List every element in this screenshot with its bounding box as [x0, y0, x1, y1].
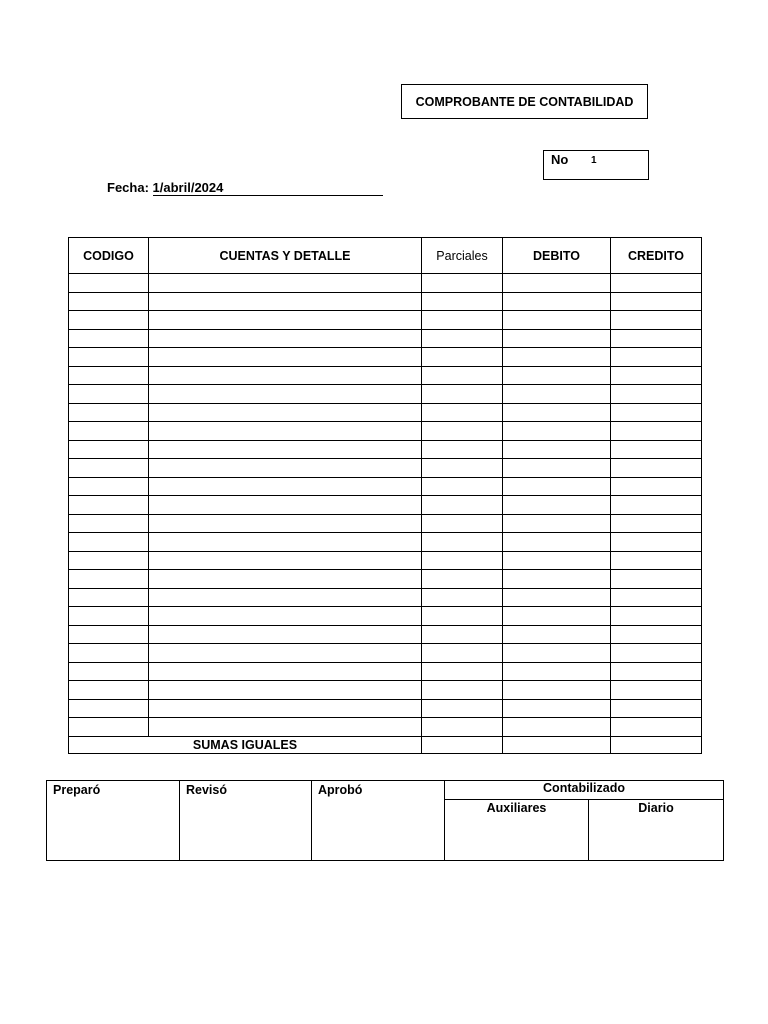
- signature-table: [46, 780, 724, 861]
- ledger-table: [68, 237, 702, 754]
- codigo-cell[interactable]: [69, 311, 149, 330]
- totals-label: SUMAS IGUALES: [69, 736, 422, 753]
- parciales-cell[interactable]: [422, 274, 503, 293]
- parciales-cell[interactable]: [422, 699, 503, 718]
- parciales-cell[interactable]: [422, 348, 503, 367]
- credito-cell[interactable]: [611, 514, 702, 533]
- debito-cell[interactable]: [503, 422, 611, 441]
- ledger-row: [69, 274, 702, 293]
- ledger-row: [69, 459, 702, 478]
- debito-cell[interactable]: [503, 366, 611, 385]
- cuentas-cell[interactable]: [149, 366, 422, 385]
- debito-cell[interactable]: [503, 514, 611, 533]
- credito-cell[interactable]: [611, 477, 702, 496]
- codigo-cell[interactable]: [69, 348, 149, 367]
- cuentas-cell[interactable]: [149, 477, 422, 496]
- codigo-cell[interactable]: [69, 422, 149, 441]
- debito-cell[interactable]: [503, 477, 611, 496]
- parciales-cell[interactable]: [422, 292, 503, 311]
- cuentas-cell[interactable]: [149, 681, 422, 700]
- ledger-row: [69, 514, 702, 533]
- cuentas-cell[interactable]: [149, 422, 422, 441]
- debito-cell[interactable]: [503, 699, 611, 718]
- cuentas-cell[interactable]: [149, 699, 422, 718]
- credito-cell[interactable]: [611, 551, 702, 570]
- codigo-cell[interactable]: [69, 607, 149, 626]
- codigo-cell[interactable]: [69, 625, 149, 644]
- debito-cell[interactable]: [503, 588, 611, 607]
- credito-cell[interactable]: [611, 329, 702, 348]
- credito-cell[interactable]: [611, 440, 702, 459]
- approved-by-label: Aprobó: [318, 783, 363, 797]
- parciales-cell[interactable]: [422, 533, 503, 552]
- credito-cell[interactable]: [611, 607, 702, 626]
- parciales-cell[interactable]: [422, 681, 503, 700]
- debito-cell[interactable]: [503, 292, 611, 311]
- cuentas-cell[interactable]: [149, 348, 422, 367]
- totals-credito-cell[interactable]: [611, 736, 702, 753]
- debito-cell[interactable]: [503, 551, 611, 570]
- parciales-cell[interactable]: [422, 440, 503, 459]
- journal-label: Diario: [638, 801, 674, 815]
- parciales-cell[interactable]: [422, 570, 503, 589]
- voucher-number-box: [543, 150, 649, 180]
- parciales-cell[interactable]: [422, 551, 503, 570]
- debito-cell[interactable]: [503, 681, 611, 700]
- cuentas-cell[interactable]: [149, 274, 422, 293]
- auxiliary-label: Auxiliares: [486, 801, 547, 815]
- credito-cell[interactable]: [611, 496, 702, 515]
- ledger-row: [69, 496, 702, 515]
- parciales-cell[interactable]: [422, 403, 503, 422]
- posted-header: Contabilizado: [445, 781, 724, 800]
- debito-cell[interactable]: [503, 385, 611, 404]
- prepared-by-label: Preparó: [53, 783, 101, 797]
- codigo-cell[interactable]: [69, 718, 149, 737]
- ledger-row: [69, 440, 702, 459]
- codigo-cell[interactable]: [69, 699, 149, 718]
- cuentas-cell[interactable]: [149, 329, 422, 348]
- debito-cell[interactable]: [503, 348, 611, 367]
- credito-cell[interactable]: [611, 570, 702, 589]
- cuentas-cell[interactable]: [149, 625, 422, 644]
- credito-cell[interactable]: [611, 403, 702, 422]
- debito-cell[interactable]: [503, 311, 611, 330]
- document-title: [401, 84, 648, 119]
- totals-debito-cell[interactable]: [503, 736, 611, 753]
- debito-cell[interactable]: [503, 625, 611, 644]
- ledger-row: [69, 366, 702, 385]
- ledger-row: [69, 533, 702, 552]
- reviewed-by-cell[interactable]: [180, 781, 312, 861]
- approved-by-cell[interactable]: [312, 781, 445, 861]
- credito-cell[interactable]: [611, 533, 702, 552]
- cuentas-cell[interactable]: [149, 311, 422, 330]
- codigo-cell[interactable]: [69, 385, 149, 404]
- debito-cell[interactable]: [503, 644, 611, 663]
- credito-cell[interactable]: [611, 625, 702, 644]
- ledger-row: [69, 699, 702, 718]
- date-line: [107, 180, 383, 196]
- parciales-cell[interactable]: [422, 644, 503, 663]
- codigo-cell[interactable]: [69, 570, 149, 589]
- ledger-row: [69, 422, 702, 441]
- date-label: Fecha:: [107, 180, 149, 195]
- cuentas-cell[interactable]: [149, 459, 422, 478]
- parciales-cell[interactable]: [422, 459, 503, 478]
- ledger-row: [69, 570, 702, 589]
- parciales-cell[interactable]: [422, 385, 503, 404]
- debito-cell[interactable]: [503, 607, 611, 626]
- cuentas-cell[interactable]: [149, 644, 422, 663]
- credito-cell[interactable]: [611, 292, 702, 311]
- column-header-parciales: Parciales: [422, 238, 503, 274]
- cuentas-cell[interactable]: [149, 588, 422, 607]
- ledger-row: [69, 662, 702, 681]
- voucher-number-label: No: [551, 152, 569, 167]
- ledger-row: [69, 348, 702, 367]
- credito-cell[interactable]: [611, 699, 702, 718]
- cuentas-cell[interactable]: [149, 292, 422, 311]
- parciales-cell[interactable]: [422, 662, 503, 681]
- codigo-cell[interactable]: [69, 403, 149, 422]
- credito-cell[interactable]: [611, 662, 702, 681]
- codigo-cell[interactable]: [69, 459, 149, 478]
- codigo-cell[interactable]: [69, 533, 149, 552]
- cuentas-cell[interactable]: [149, 403, 422, 422]
- parciales-cell[interactable]: [422, 496, 503, 515]
- parciales-cell[interactable]: [422, 422, 503, 441]
- credito-cell[interactable]: [611, 422, 702, 441]
- ledger-row: [69, 385, 702, 404]
- debito-cell[interactable]: [503, 718, 611, 737]
- credito-cell[interactable]: [611, 311, 702, 330]
- debito-cell[interactable]: [503, 459, 611, 478]
- ledger-row: [69, 329, 702, 348]
- cuentas-cell[interactable]: [149, 496, 422, 515]
- column-header-codigo: CODIGO: [69, 238, 149, 274]
- totals-row: [69, 736, 702, 753]
- ledger-row: [69, 292, 702, 311]
- codigo-cell[interactable]: [69, 644, 149, 663]
- cuentas-cell[interactable]: [149, 718, 422, 737]
- ledger-row: [69, 625, 702, 644]
- debito-cell[interactable]: [503, 440, 611, 459]
- date-value: 1/abril/2024: [153, 181, 383, 196]
- cuentas-cell[interactable]: [149, 570, 422, 589]
- credito-cell[interactable]: [611, 366, 702, 385]
- ledger-row: [69, 644, 702, 663]
- credito-cell[interactable]: [611, 274, 702, 293]
- codigo-cell[interactable]: [69, 514, 149, 533]
- cuentas-cell[interactable]: [149, 533, 422, 552]
- parciales-cell[interactable]: [422, 366, 503, 385]
- ledger-row: [69, 588, 702, 607]
- codigo-cell[interactable]: [69, 477, 149, 496]
- parciales-cell[interactable]: [422, 607, 503, 626]
- codigo-cell[interactable]: [69, 588, 149, 607]
- cuentas-cell[interactable]: [149, 551, 422, 570]
- parciales-cell[interactable]: [422, 477, 503, 496]
- auxiliary-cell[interactable]: [445, 800, 589, 861]
- debito-cell[interactable]: [503, 570, 611, 589]
- cuentas-cell[interactable]: [149, 514, 422, 533]
- cuentas-cell[interactable]: [149, 385, 422, 404]
- cuentas-cell[interactable]: [149, 662, 422, 681]
- codigo-cell[interactable]: [69, 366, 149, 385]
- parciales-cell[interactable]: [422, 718, 503, 737]
- credito-cell[interactable]: [611, 644, 702, 663]
- codigo-cell[interactable]: [69, 440, 149, 459]
- codigo-cell[interactable]: [69, 292, 149, 311]
- column-header-credito: CREDITO: [611, 238, 702, 274]
- column-header-debito: DEBITO: [503, 238, 611, 274]
- reviewed-by-label: Revisó: [186, 783, 227, 797]
- ledger-row: [69, 551, 702, 570]
- parciales-cell[interactable]: [422, 588, 503, 607]
- parciales-cell[interactable]: [422, 625, 503, 644]
- codigo-cell[interactable]: [69, 681, 149, 700]
- debito-cell[interactable]: [503, 533, 611, 552]
- ledger-row: [69, 718, 702, 737]
- parciales-cell[interactable]: [422, 311, 503, 330]
- voucher-number-value: 1: [591, 155, 597, 166]
- credito-cell[interactable]: [611, 385, 702, 404]
- prepared-by-cell[interactable]: [47, 781, 180, 861]
- credito-cell[interactable]: [611, 348, 702, 367]
- credito-cell[interactable]: [611, 459, 702, 478]
- codigo-cell[interactable]: [69, 496, 149, 515]
- debito-cell[interactable]: [503, 274, 611, 293]
- journal-cell[interactable]: [589, 800, 724, 861]
- cuentas-cell[interactable]: [149, 440, 422, 459]
- debito-cell[interactable]: [503, 403, 611, 422]
- debito-cell[interactable]: [503, 662, 611, 681]
- debito-cell[interactable]: [503, 329, 611, 348]
- codigo-cell[interactable]: [69, 551, 149, 570]
- credito-cell[interactable]: [611, 588, 702, 607]
- ledger-row: [69, 477, 702, 496]
- ledger-body: [69, 274, 702, 737]
- parciales-cell[interactable]: [422, 329, 503, 348]
- ledger-row: [69, 607, 702, 626]
- ledger-row: [69, 311, 702, 330]
- ledger-row: [69, 681, 702, 700]
- codigo-cell[interactable]: [69, 662, 149, 681]
- codigo-cell[interactable]: [69, 329, 149, 348]
- ledger-header-row: [69, 238, 702, 274]
- column-header-cuentas: CUENTAS Y DETALLE: [149, 238, 422, 274]
- credito-cell[interactable]: [611, 681, 702, 700]
- document-title-text: COMPROBANTE DE CONTABILIDAD: [415, 94, 634, 109]
- codigo-cell[interactable]: [69, 274, 149, 293]
- totals-parciales-cell[interactable]: [422, 736, 503, 753]
- credito-cell[interactable]: [611, 718, 702, 737]
- cuentas-cell[interactable]: [149, 607, 422, 626]
- ledger-row: [69, 403, 702, 422]
- debito-cell[interactable]: [503, 496, 611, 515]
- parciales-cell[interactable]: [422, 514, 503, 533]
